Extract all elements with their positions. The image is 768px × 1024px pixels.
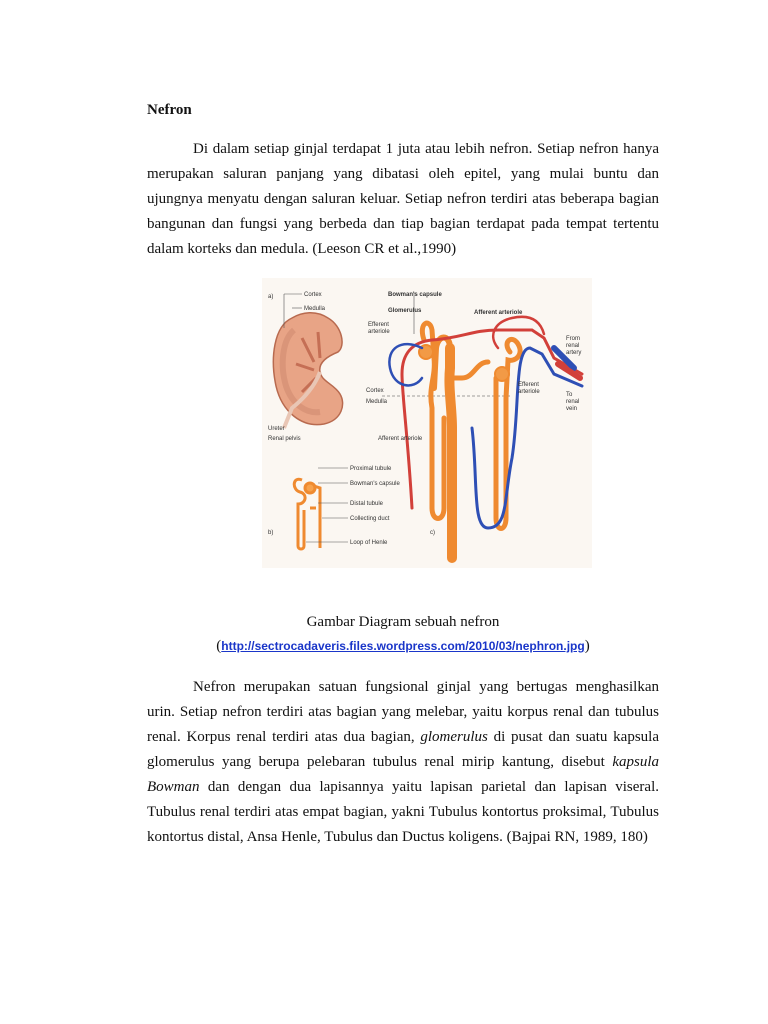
paragraph-nephron xyxy=(147,675,659,850)
label-to-1: To xyxy=(566,392,573,398)
label-from-3: artery xyxy=(566,350,582,356)
paragraph-intro-text: Di dalam setiap ginjal terdapat 1 juta atau lebih nefron. Setiap nefron hanya merupakan saluran panjang yang dibatasi oleh epitel, yang mulai buntu dan ujungnya menyatu dengan saluran keluar. Setiap nefron terdiri atas beberapa bagian bangunan dan fungsi yang berbeda dan tiap bagian terdapat pada tempat tertentu dalam korteks dan medula. (Leeson CR et al.,1990) xyxy=(147,141,659,257)
label-ureter: Ureter xyxy=(268,426,285,432)
label-to-2: renal xyxy=(566,399,580,405)
paragraph-nephron-part-3: dan dengan dua lapisannya yaitu lapisan parietal dan lapisan viseral. Tubulus renal terdiri atas empat bagian, yakni Tubulus kontortus proksimal, Tubulus kontortus distal, Ansa Henle, Tubulus dan Ductus koligens. (Bajpai RN, 1989, 180) xyxy=(147,779,659,845)
label-cortex-a: Cortex xyxy=(304,292,322,298)
label-loop-of-henle: Loop of Henle xyxy=(350,540,388,546)
paragraph-nephron-text xyxy=(147,675,659,850)
nephron-diagram xyxy=(262,278,592,568)
source-open-paren: ( xyxy=(216,638,222,654)
label-efferent-arteriole-2: arteriole xyxy=(368,329,390,335)
label-medulla-c: Medulla xyxy=(366,399,388,405)
label-proximal-tubule: Proximal tubule xyxy=(350,466,392,472)
paragraph-nephron-part-1: Nefron merupakan satuan fungsional ginjal yang bertugas menghasilkan urin. Setiap nefron terdiri atas bagian yang melebar, yaitu korpus renal dan tubulus renal. Korpus renal terdiri atas dua bagian, xyxy=(147,679,659,745)
panel-a-label: a) xyxy=(268,294,274,300)
label-from-2: renal xyxy=(566,343,580,349)
panel-c-label: c) xyxy=(430,530,435,536)
label-efferent-right-1: Efferent xyxy=(518,382,539,388)
label-to-3: vein xyxy=(566,406,578,412)
label-collecting-duct: Collecting duct xyxy=(350,516,390,522)
term-kapsula-bowman: kapsula Bowman xyxy=(147,754,659,795)
paragraph-nephron-part-2: di pusat dan suatu kapsula glomerulus yang berupa pelebaran tubulus renal mirip kantung, disebut xyxy=(147,729,659,770)
source-close-paren: ) xyxy=(584,638,590,654)
figure-source xyxy=(147,638,659,655)
section-heading: Nefron xyxy=(147,102,192,118)
label-renal-pelvis: Renal pelvis xyxy=(268,436,301,442)
source-link[interactable]: http://sectrocadaveris.files.wordpress.com/2010/03/nephron.jpg xyxy=(221,639,585,653)
label-bowmans-capsule-c: Bowman's capsule xyxy=(388,292,442,298)
label-medulla-a: Medulla xyxy=(304,306,326,312)
term-glomerulus: glomerulus xyxy=(420,729,488,745)
label-bowmans-capsule-b: Bowman's capsule xyxy=(350,481,400,487)
label-afferent-arteriole-bottom: Afferent arteriole xyxy=(378,436,423,442)
label-afferent-arteriole-top: Afferent arteriole xyxy=(474,310,523,316)
label-from-1: From xyxy=(566,336,580,342)
label-glomerulus: Glomerulus xyxy=(388,308,422,314)
figure-caption: Gambar Diagram sebuah nefron xyxy=(306,614,500,630)
paragraph-intro xyxy=(147,137,659,262)
label-efferent-arteriole-1: Efferent xyxy=(368,322,389,328)
label-cortex-c: Cortex xyxy=(366,388,384,394)
label-distal-tubule: Distal tubule xyxy=(350,501,384,507)
label-efferent-right-2: arteriole xyxy=(518,389,540,395)
panel-b-label: b) xyxy=(268,530,274,536)
